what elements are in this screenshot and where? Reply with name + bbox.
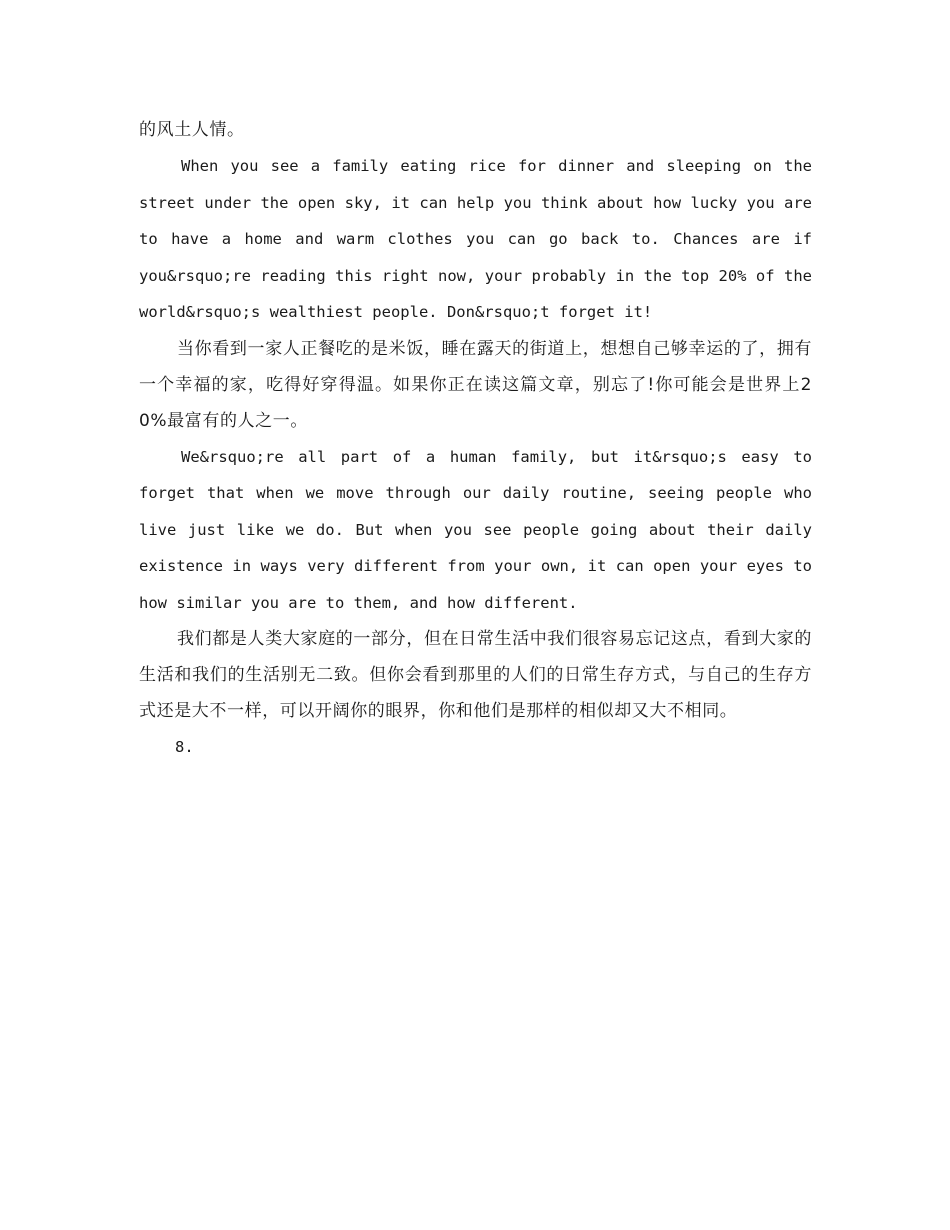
paragraph-zh-intro-tail: 的风土人情。 [139,120,245,140]
paragraph-en-family-rice: When you see a family eating rice for dinner and sleeping on the street under the open sky, it can help you think about how lucky you are to have a home and warm clothes you can go back to. Chances are if you&rsquo;re reading this right now, your probably in the top 20% of the world&rsquo;s wealthiest people. Don&rsquo;t forget it! [139,157,812,321]
paragraph-zh-family-rice: 当你看到一家人正餐吃的是米饭，睡在露天的街道上，想想自己够幸运的了，拥有一个幸福的家，吃得好穿得温。如果你正在读这篇文章，别忘了!你可能会是世界上20%最富有的人之一。 [139,338,812,431]
paragraph-en-human-family: We&rsquo;re all part of a human family, but it&rsquo;s easy to forget that when we move through our daily routine, seeing people who live just like we do. But when you see people going about their daily existence in ways very different from your own, it can open your eyes to how similar you are to them, and how different. [139,447,812,612]
list-item-number: 8. [175,738,194,756]
document-body [139,112,812,765]
paragraph-zh-human-family: 我们都是人类大家庭的一部分，但在日常生活中我们很容易忘记这点，看到大家的生活和我们的生活别无二致。但你会看到那里的人们的日常生存方式，与自己的生存方式还是大不一样，可以开阔你的眼界，你和他们是那样的相似却又大不相同。 [139,629,812,721]
